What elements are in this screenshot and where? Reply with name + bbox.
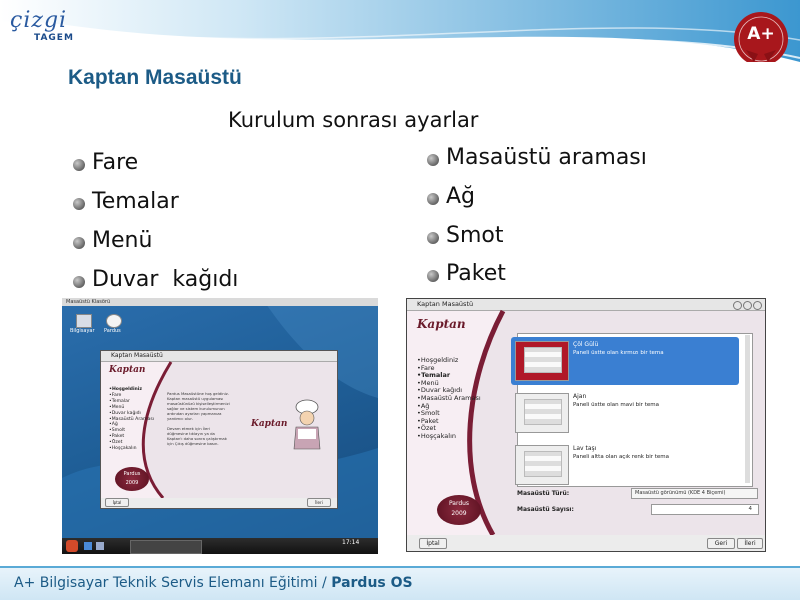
taskbar-icon[interactable] — [84, 542, 92, 550]
theme-desc: Paneli üstte olan kırmızı bir tema — [573, 350, 664, 356]
desktop-icon-label-2: Pardus — [104, 328, 121, 334]
theme-name: Çöl Gülü — [573, 341, 599, 348]
welcome-line: için Çıkış düğmesine basın. — [167, 441, 219, 446]
desktop-count-spinbox[interactable]: 4 — [651, 504, 759, 515]
bullet-left-4: Duvar kağıdı — [92, 267, 239, 292]
bullet-right-2: Ağ — [446, 184, 476, 209]
nav-item-hoscakalin[interactable]: • Hoşçakalın — [417, 433, 481, 441]
bullet-right-1: Masaüstü araması — [446, 145, 647, 170]
bullet-right-4: Paket — [446, 261, 506, 286]
welcome-line: Kaptan masaüstü uygulaması — [167, 396, 224, 401]
theme-name: Ajan — [573, 393, 587, 400]
welcome-line: Kaptan'ı daha sonra çalıştırmak — [167, 436, 227, 441]
a-plus-seal-icon — [732, 10, 790, 62]
theme-item-col-gulu[interactable] — [511, 337, 739, 385]
footer-divider — [0, 566, 800, 568]
theme-thumbnail — [515, 445, 569, 485]
desktop-type-label: Masaüstü Türü: — [517, 490, 570, 497]
nav-item-smolt[interactable]: • Smolt — [417, 410, 481, 418]
slide-footer — [14, 575, 413, 591]
welcome-line: yardımcı olur. — [167, 416, 193, 421]
screenshot-kaptan-themes — [406, 298, 766, 552]
nav-item-ozet[interactable]: • Özet — [417, 425, 481, 433]
footer-brand: Pardus OS — [331, 575, 413, 591]
nav-item-temalar[interactable]: • Temalar — [417, 372, 481, 380]
welcome-line: masaüstünüzü kişiselleştirmenizi — [167, 401, 230, 406]
nav-item-masaustu-aramasi[interactable]: • Masaüstü Araması — [417, 395, 481, 403]
pardus-badge-year: 2009 — [451, 510, 467, 517]
nav-item-ag[interactable]: • Ağ — [109, 422, 154, 428]
nav-item-ag[interactable]: • Ağ — [417, 403, 481, 411]
seal-label: A+ — [747, 24, 775, 44]
desktop-count-label: Masaüstü Sayısı: — [517, 506, 574, 513]
theme-item-ajan[interactable] — [511, 389, 739, 437]
bullet-right-3: Smot — [446, 223, 504, 248]
pardus-badge-label: Pardus — [123, 471, 141, 477]
kde-taskbar — [62, 538, 378, 554]
theme-desc: Paneli altta olan açık renk bir tema — [573, 454, 670, 460]
bullet-left-3: Menü — [92, 228, 153, 253]
welcome-line: Devam etmek için İleri — [167, 426, 210, 431]
nav-item-ozet[interactable]: • Özet — [109, 440, 154, 446]
kaptan-logo: Kaptan — [109, 365, 146, 375]
welcome-text — [167, 391, 230, 446]
desktop-folderview-title: Masaüstü Klasörü — [62, 298, 378, 306]
kaptan-welcome-window — [100, 350, 338, 509]
nav-item-duvar-kagidi[interactable]: • Duvar kağıdı — [109, 411, 154, 417]
next-button[interactable]: İleri — [307, 498, 331, 507]
nav-item-hosgeldiniz[interactable]: • Hoşgeldiniz — [109, 387, 154, 393]
slide-title: Kaptan Masaüstü — [68, 66, 242, 89]
nav-item-paket[interactable]: • Paket — [109, 434, 154, 440]
nav-item-masaustu-aramasi[interactable]: • Masaüstü Araması — [109, 417, 154, 423]
window-title: Kaptan Masaüstü — [101, 351, 337, 362]
nav-item-smolt[interactable]: • Smolt — [109, 428, 154, 434]
nav-item-paket[interactable]: • Paket — [417, 418, 481, 426]
kaptan-nav-list — [417, 357, 481, 441]
screenshot-desktop-welcome — [62, 298, 378, 554]
pardus-badge-label: Pardus — [448, 500, 470, 507]
slide-header — [0, 0, 800, 62]
nav-item-hosgeldiniz[interactable]: • Hoşgeldiniz — [417, 357, 481, 365]
theme-desc: Paneli üstte olan mavi bir tema — [573, 402, 659, 408]
computer-icon[interactable] — [76, 314, 92, 328]
cancel-button[interactable]: İptal — [419, 538, 447, 549]
logo-sub-text: TAGEM — [34, 33, 74, 43]
footer-course: A+ Bilgisayar Teknik Servis Elemanı Eğitimi / — [14, 575, 332, 591]
theme-item-lav-tasi[interactable] — [511, 441, 739, 489]
kaptan-character-logo: Kaptan — [251, 419, 288, 429]
nav-item-duvar-kagidi[interactable]: • Duvar kağıdı — [417, 387, 481, 395]
header-swoosh — [0, 0, 800, 62]
welcome-nav-list — [109, 387, 154, 452]
nav-item-fare[interactable]: • Fare — [417, 365, 481, 373]
kaptan-logo: Kaptan — [417, 317, 466, 331]
taskbar-window-button[interactable] — [130, 540, 202, 554]
nav-item-menu[interactable]: • Menü — [417, 380, 481, 388]
pardus-badge-year: 2009 — [125, 480, 139, 486]
back-button[interactable]: Geri — [707, 538, 735, 549]
theme-thumbnail — [515, 341, 569, 381]
desktop-type-select[interactable]: Masaüstü görünümü (KDE 4 Biçemi) — [631, 488, 758, 499]
nav-item-hoscakalin[interactable]: • Hoşçakalın — [109, 446, 154, 452]
welcome-line: düğmesine tıklayın ya da — [167, 431, 215, 436]
slide-subtitle: Kurulum sonrası ayarlar — [228, 108, 479, 132]
bullet-left-2: Temalar — [92, 189, 179, 214]
taskbar-clock: 17:14 — [342, 539, 360, 546]
taskbar-icon[interactable] — [96, 542, 104, 550]
nav-item-fare[interactable]: • Fare — [109, 393, 154, 399]
pardus-badge — [115, 467, 149, 491]
pardus-icon[interactable] — [106, 314, 122, 328]
theme-name: Lav taşı — [573, 445, 597, 452]
welcome-line: sağlar ve sistem kurulumunun — [167, 406, 225, 411]
nav-item-temalar[interactable]: • Temalar — [109, 399, 154, 405]
kmenu-icon[interactable] — [66, 540, 78, 552]
nav-item-menu[interactable]: • Menü — [109, 405, 154, 411]
pardus-badge — [437, 495, 481, 525]
desktop-icon-label-1: Bilgisayar — [70, 328, 95, 334]
chef-character-icon — [287, 399, 327, 455]
cancel-button[interactable]: İptal — [105, 498, 129, 507]
welcome-line: ardından ayarları yapmanıza — [167, 411, 222, 416]
cizgi-logo — [10, 6, 80, 48]
next-button[interactable]: İleri — [737, 538, 763, 549]
window-title: Kaptan Masaüstü — [417, 300, 474, 308]
bullet-left-1: Fare — [92, 150, 139, 175]
welcome-line: Pardus Masaüstüne hoş geldiniz. — [167, 391, 229, 396]
theme-list-scrollbar[interactable] — [745, 335, 750, 483]
logo-main-text: çizgi — [10, 8, 68, 33]
theme-thumbnail — [515, 393, 569, 433]
